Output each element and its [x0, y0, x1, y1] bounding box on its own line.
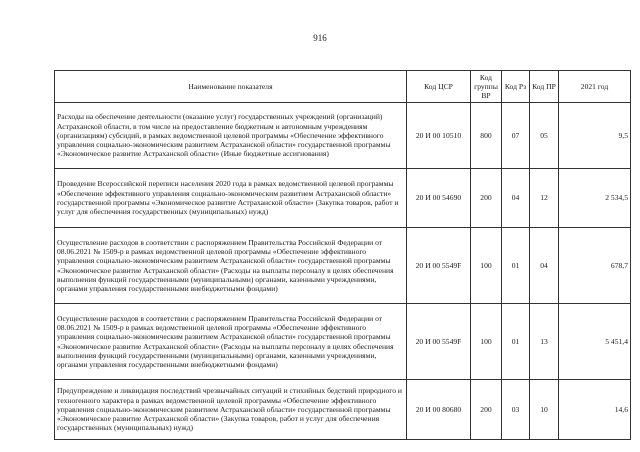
row-rz: 03 [502, 380, 530, 440]
row-pr: 10 [530, 380, 559, 440]
budget-table [54, 70, 631, 440]
row-rz: 01 [502, 304, 530, 380]
table-header-row [55, 71, 631, 103]
row-csr: 20 И 00 54690 [407, 169, 471, 228]
table-row [55, 228, 631, 304]
row-group-vr: 800 [471, 103, 502, 169]
row-csr: 20 И 00 5549F [407, 304, 471, 380]
row-pr: 04 [530, 228, 559, 304]
row-csr: 20 И 00 10510 [407, 103, 471, 169]
row-name: Проведение Всероссийской переписи населения 2020 года в рамках ведомственной целевой программы «Обеспечение эффективного управления социально-экономическим развитием Астраханской области» государственной программы «Экономическое развитие Астраханской области» (Закупка товаров, работ и услуг для обеспечения государственных (муниципальных) нужд) [55, 169, 407, 228]
row-name: Осуществление расходов в соответствии с распоряжением Правительства Российской Федерации от 08.06.2021 № 1509-р в рамках ведомственной целевой программы «Обеспечение эффективного управления социально-экономическим развитием Астраханской области» государственной программы «Экономическое развитие Астраханской области» (Расходы на выплаты персоналу в целях обеспечения выполнения функций государственными (муниципальными) органами, казенными учреждениями, органами управления государственными внебюджетными фондами) [55, 304, 407, 380]
row-name: Осуществление расходов в соответствии с распоряжением Правительства Российской Федерации от 08.06.2021 № 1509-р в рамках ведомственной целевой программы «Обеспечение эффективного управления социально-экономическим развитием Астраханской области» государственной программы «Экономическое развитие Астраханской области» (Расходы на выплаты персоналу в целях обеспечения выполнения функций государственными (муниципальными) органами, казенными учреждениями, органами управления государственными внебюджетными фондами) [55, 228, 407, 304]
row-value: 5 451,4 [559, 304, 631, 380]
header-csr: Код ЦСР [407, 71, 471, 103]
row-rz: 07 [502, 103, 530, 169]
row-pr: 13 [530, 304, 559, 380]
row-group-vr: 100 [471, 228, 502, 304]
table-row [55, 169, 631, 228]
table-row [55, 103, 631, 169]
header-rz: Код Рз [502, 71, 530, 103]
table-row [55, 304, 631, 380]
row-pr: 05 [530, 103, 559, 169]
row-pr: 12 [530, 169, 559, 228]
row-group-vr: 100 [471, 304, 502, 380]
row-value: 9,5 [559, 103, 631, 169]
row-value: 14,6 [559, 380, 631, 440]
row-group-vr: 200 [471, 380, 502, 440]
page-number: 916 [313, 33, 327, 43]
header-year: 2021 год [559, 71, 631, 103]
row-rz: 04 [502, 169, 530, 228]
header-name: Наименование показателя [55, 71, 407, 103]
row-name: Предупреждение и ликвидация последствий чрезвычайных ситуаций и стихийных бедствий природного и техногенного характера в рамках ведомственной целевой программы «Обеспечение эффективного управления социально-экономическим развитием Астраханской области» государственной программы «Экономическое развитие Астраханской области» (Закупка товаров, работ и услуг для обеспечения государственных (муниципальных) нужд) [55, 380, 407, 440]
table-row [55, 380, 631, 440]
row-csr: 20 И 00 80680 [407, 380, 471, 440]
row-value: 2 534,5 [559, 169, 631, 228]
header-group-vr: Код группы ВР [471, 71, 502, 103]
row-group-vr: 200 [471, 169, 502, 228]
header-pr: Код ПР [530, 71, 559, 103]
row-name: Расходы на обеспечение деятельности (оказание услуг) государственных учреждений (организаций) Астраханской области, в том числе на предоставление бюджетным и автономным учреждениям (организациям) субсидий, в рамках ведомственной целевой программы «Обеспечение эффективного управления социально-экономическим развитием Астраханской области» государственной программы «Экономическое развитие Астраханской области» (Иные бюджетные ассигнования) [55, 103, 407, 169]
row-csr: 20 И 00 5549F [407, 228, 471, 304]
row-rz: 01 [502, 228, 530, 304]
row-value: 678,7 [559, 228, 631, 304]
